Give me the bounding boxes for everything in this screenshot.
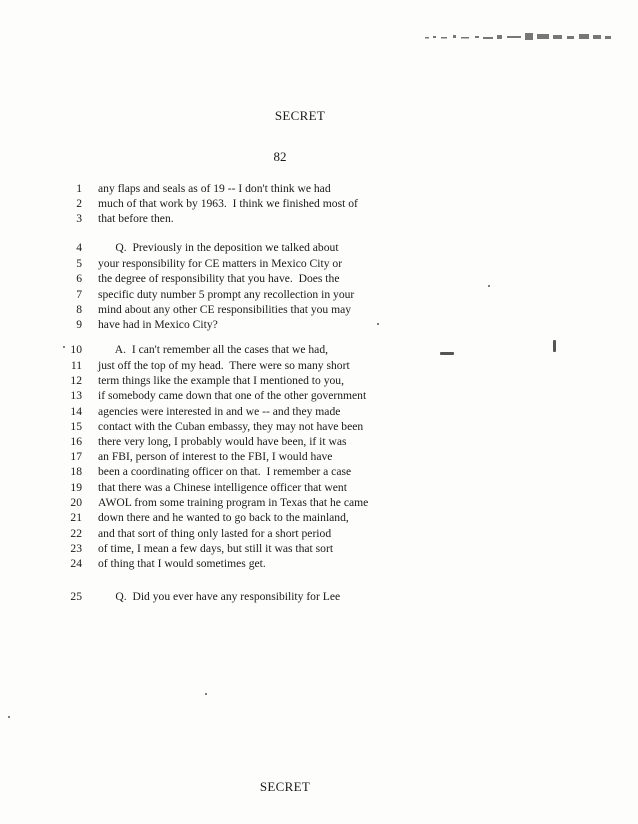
line-number: 7 [76,288,82,301]
line-text: specific duty number 5 prompt any recollection in your [98,288,355,301]
line-number: 17 [70,450,82,463]
line-number: 5 [76,257,82,270]
line-number: 21 [70,511,82,524]
line-text: an FBI, person of interest to the FBI, I would have [98,450,333,463]
line-text: the degree of responsibility that you have. Does the [98,272,340,285]
line-number: 10 [70,343,82,356]
line-text: of time, I mean a few days, but still it was that sort [98,542,334,555]
line-number: 1 [76,182,82,195]
line-number: 25 [70,590,82,603]
scan-speck [205,693,207,695]
scan-speck [8,716,10,718]
line-number: 15 [70,420,82,433]
line-text: Q. Previously in the deposition we talked about [98,241,339,254]
line-number: 13 [70,389,82,402]
line-text: down there and he wanted to go back to the mainland, [98,511,349,524]
line-number: 14 [70,405,82,418]
line-number: 11 [70,359,82,372]
line-text: term things like the example that I mentioned to you, [98,374,344,387]
line-text: just off the top of my head. There were so many short [98,359,350,372]
scan-speck [377,323,379,325]
line-text: if somebody came down that one of the other government [98,389,367,402]
line-text: that there was a Chinese intelligence officer that went [98,481,347,494]
scan-speck [63,346,65,348]
line-number: 12 [70,374,82,387]
line-number: 6 [76,272,82,285]
line-text: and that sort of thing only lasted for a short period [98,527,332,540]
line-number: 23 [70,542,82,555]
scan-noise-marks [425,30,615,44]
line-number: 3 [76,212,82,225]
line-text: AWOL from some training program in Texas that he came [98,496,369,509]
line-text: there very long, I probably would have been, if it was [98,435,347,448]
line-text: much of that work by 1963. I think we finished most of [98,197,358,210]
classification-footer: SECRET [259,779,311,794]
classification-header: SECRET [274,108,326,123]
page-number: 82 [273,149,287,164]
line-number: 24 [70,557,82,570]
scan-speck [440,352,454,355]
line-number: 4 [76,241,82,254]
line-text: that before then. [98,212,174,225]
line-number: 8 [76,303,82,316]
line-text: mind about any other CE responsibilities that you may [98,303,352,316]
line-text: your responsibility for CE matters in Mexico City or [98,257,343,270]
line-number: 9 [76,318,82,331]
scan-speck [488,285,490,287]
line-number: 2 [76,197,82,210]
line-text: Q. Did you ever have any responsibility for Lee [98,590,341,603]
line-number: 22 [70,527,82,540]
line-text: contact with the Cuban embassy, they may not have been [98,420,364,433]
line-text: any flaps and seals as of 19 -- I don't think we had [98,182,331,195]
line-text: A. I can't remember all the cases that we had, [98,343,329,356]
line-number: 19 [70,481,82,494]
line-text: agencies were interested in and we -- and they made [98,405,341,418]
line-number: 18 [70,465,82,478]
line-number: 20 [70,496,82,509]
line-text: of thing that I would sometimes get. [98,557,266,570]
line-text: have had in Mexico City? [98,318,218,331]
scan-speck [553,340,556,352]
line-text: been a coordinating officer on that. I remember a case [98,465,352,478]
line-number: 16 [70,435,82,448]
